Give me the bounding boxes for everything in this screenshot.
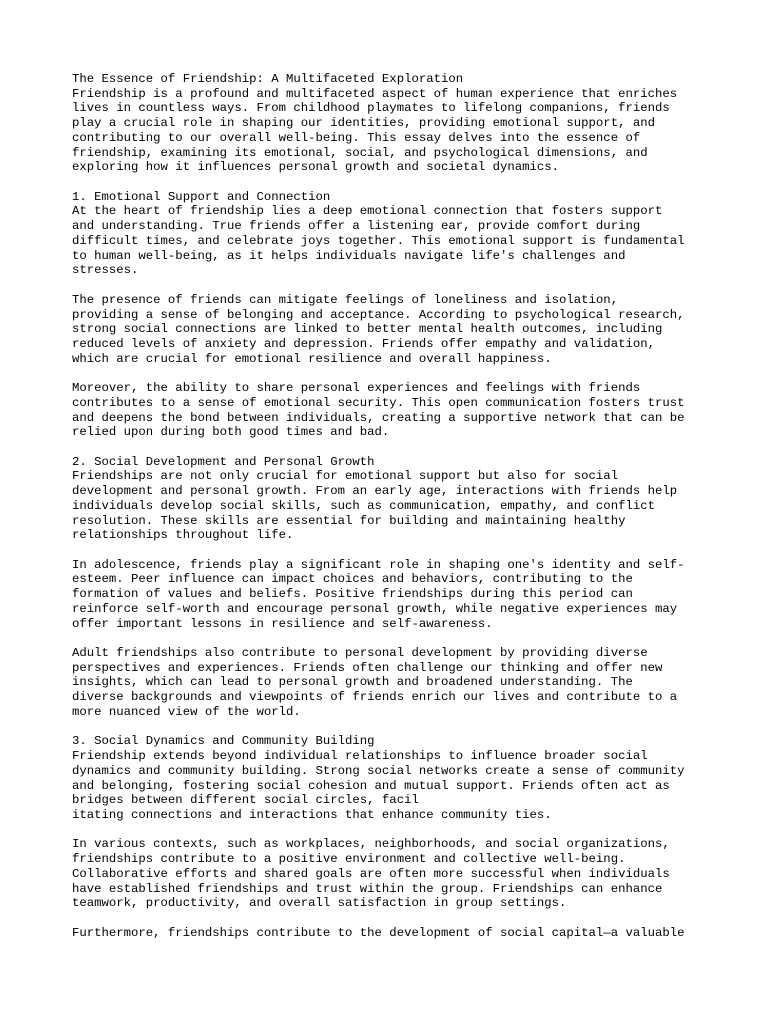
text-line: reduced levels of anxiety and depression. Friends offer empathy and validation, bbox=[72, 336, 655, 351]
text-line: formation of values and beliefs. Positive friendships during this period can bbox=[72, 587, 633, 602]
section-3 bbox=[72, 734, 712, 822]
text-line: friendships contribute to a positive environment and collective well-being. bbox=[72, 852, 626, 867]
paragraph-gap bbox=[72, 720, 712, 735]
text-line: exploring how it influences personal growth and societal dynamics. bbox=[72, 160, 560, 175]
text-line: dynamics and community building. Strong social networks create a sense of community bbox=[72, 763, 685, 778]
text-line: play a crucial role in shaping our identities, providing emotional support, and bbox=[72, 116, 655, 131]
text-line: In various contexts, such as workplaces, neighborhoods, and social organizations, bbox=[72, 837, 670, 852]
text-line: Collaborative efforts and shared goals are often more successful when individuals bbox=[72, 866, 670, 881]
text-line: which are crucial for emotional resilience and overall happiness. bbox=[72, 351, 552, 366]
text-line: Furthermore, friendships contribute to the development of social capital—a valuable bbox=[72, 925, 685, 940]
paragraph-gap bbox=[72, 278, 712, 293]
text-line: In adolescence, friends play a significant role in shaping one's identity and self- bbox=[72, 557, 685, 572]
text-line: relationships throughout life. bbox=[72, 528, 294, 543]
text-line: insights, which can lead to personal growth and broadened understanding. The bbox=[72, 675, 633, 690]
intro-paragraph bbox=[72, 87, 712, 175]
text-line: and belonging, fostering social cohesion and mutual support. Friends often act as bbox=[72, 778, 670, 793]
section-heading: 1. Emotional Support and Connection bbox=[72, 189, 331, 204]
section-3-paragraph-2 bbox=[72, 837, 712, 911]
document-page bbox=[72, 72, 712, 940]
section-heading: 2. Social Development and Personal Growth bbox=[72, 454, 375, 469]
paragraph-gap bbox=[72, 911, 712, 926]
text-line: stresses. bbox=[72, 263, 139, 278]
section-1-paragraph-2 bbox=[72, 293, 712, 367]
text-line: difficult times, and celebrate joys together. This emotional support is fundamental bbox=[72, 233, 685, 248]
document-title: The Essence of Friendship: A Multifaceted Exploration bbox=[72, 72, 464, 86]
text-line: Adult friendships also contribute to personal development by providing diverse bbox=[72, 646, 648, 661]
section-3-paragraph-3 bbox=[72, 926, 712, 941]
paragraph-gap bbox=[72, 440, 712, 455]
text-line: lives in countless ways. From childhood playmates to lifelong companions, friends bbox=[72, 101, 670, 116]
section-heading: 3. Social Dynamics and Community Building bbox=[72, 734, 375, 749]
text-line: more nuanced view of the world. bbox=[72, 704, 301, 719]
text-line: offer important lessons in resilience and self-awareness. bbox=[72, 616, 493, 631]
text-line: esteem. Peer influence can impact choices and behaviors, contributing to the bbox=[72, 572, 633, 587]
text-line: strong social connections are linked to better mental health outcomes, including bbox=[72, 322, 663, 337]
text-line: providing a sense of belonging and acceptance. According to psychological research, bbox=[72, 307, 685, 322]
text-line: to human well-being, as it helps individuals navigate life's challenges and bbox=[72, 248, 626, 263]
paragraph-gap bbox=[72, 631, 712, 646]
paragraph-gap bbox=[72, 543, 712, 558]
text-line: Friendships are not only crucial for emotional support but also for social bbox=[72, 469, 619, 484]
text-line: Moreover, the ability to share personal experiences and feelings with friends bbox=[72, 381, 641, 396]
section-1-paragraph-3 bbox=[72, 381, 712, 440]
text-line: individuals develop social skills, such as communication, empathy, and conflict bbox=[72, 498, 655, 513]
text-line: diverse backgrounds and viewpoints of friends enrich our lives and contribute to a bbox=[72, 690, 678, 705]
text-line: and deepens the bond between individuals, creating a supportive network that can be bbox=[72, 410, 685, 425]
text-line: Friendship extends beyond individual relationships to influence broader social bbox=[72, 749, 648, 764]
text-line: and understanding. True friends offer a listening ear, provide comfort during bbox=[72, 219, 641, 234]
section-2 bbox=[72, 455, 712, 543]
text-line: At the heart of friendship lies a deep emotional connection that fosters support bbox=[72, 204, 663, 219]
text-line: itating connections and interactions that enhance community ties. bbox=[72, 807, 552, 822]
text-line: The presence of friends can mitigate feelings of loneliness and isolation, bbox=[72, 292, 619, 307]
text-line: friendship, examining its emotional, social, and psychological dimensions, and bbox=[72, 145, 648, 160]
document-body bbox=[72, 87, 712, 941]
text-line: perspectives and experiences. Friends often challenge our thinking and offer new bbox=[72, 660, 663, 675]
section-2-paragraph-2 bbox=[72, 558, 712, 632]
text-line: relied upon during both good times and bad. bbox=[72, 425, 390, 440]
text-line: bridges between different social circles, facil bbox=[72, 793, 419, 808]
text-line: Friendship is a profound and multifaceted aspect of human experience that enriches bbox=[72, 86, 678, 101]
section-1 bbox=[72, 190, 712, 278]
text-line: contributes to a sense of emotional security. This open communication fosters trust bbox=[72, 395, 685, 410]
text-line: contributing to our overall well-being. This essay delves into the essence of bbox=[72, 130, 641, 145]
text-line: have established friendships and trust within the group. Friendships can enhance bbox=[72, 881, 663, 896]
text-line: reinforce self-worth and encourage personal growth, while negative experiences may bbox=[72, 601, 678, 616]
text-line: development and personal growth. From an early age, interactions with friends help bbox=[72, 484, 678, 499]
section-2-paragraph-3 bbox=[72, 646, 712, 720]
paragraph-gap bbox=[72, 366, 712, 381]
paragraph-gap bbox=[72, 175, 712, 190]
text-line: resolution. These skills are essential for building and maintaining healthy bbox=[72, 513, 626, 528]
text-line: teamwork, productivity, and overall satisfaction in group settings. bbox=[72, 896, 567, 911]
paragraph-gap bbox=[72, 823, 712, 838]
